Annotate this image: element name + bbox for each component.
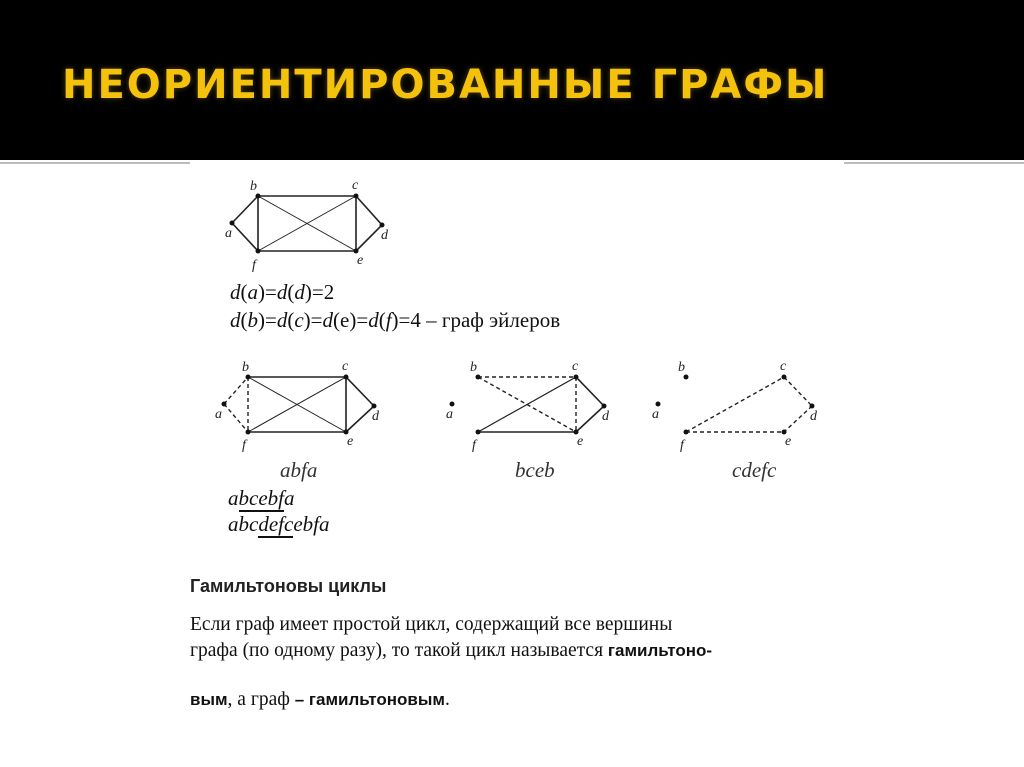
vertex-label-d: d [372,409,379,424]
vertex-label-d: d [810,409,817,424]
title-bar [0,0,1024,160]
graph-cycle-abfa [212,356,402,456]
divider-line-left [0,162,190,164]
graph-cycle-cdefc [648,356,838,456]
combined-cycle-1: abcebfa [228,486,295,510]
caption-cdefc: cdefc [732,458,777,482]
divider-line-right [844,162,1024,164]
vertex-label-f: f [472,438,476,453]
hamilton-definition: Если граф имеет простой цикл, содержащий все вершины графа (по одному разу), то такой цикл называется гамильтоно- вым, а граф – гамильтоновым. [190,614,713,710]
caption-bceb: bceb [515,458,555,482]
vertex-label-e: e [357,253,364,268]
vertex-label-f: f [242,438,246,453]
graph-full [222,175,412,275]
vertex-label-e: e [785,434,792,449]
vertex-label-f: f [252,258,256,273]
vertex-label-a: a [446,407,453,422]
slide-title: НЕОРИЕНТИРОВАННЫЕ ГРАФЫ [62,62,829,108]
vertex-label-c: c [780,359,787,374]
vertex-label-c: c [342,359,349,374]
degree-formula-1: d(a)=d(d)=2 [230,280,335,304]
vertex-label-c: c [572,359,579,374]
vertex-label-a: a [215,407,222,422]
graph-cycle-bceb [440,356,630,456]
vertex-label-d: d [381,228,388,243]
hamilton-heading: Гамильтоновы циклы [190,576,387,596]
vertex-label-a: a [225,226,232,241]
vertex-label-b: b [250,179,257,194]
combined-cycle-2: abcdefcebfa [228,512,330,536]
vertex-label-a: a [652,407,659,422]
vertex-label-e: e [347,434,354,449]
caption-abfa: abfa [280,458,318,482]
vertex-label-e: e [577,434,584,449]
vertex-label-b: b [242,360,249,375]
vertex-label-b: b [470,360,477,375]
vertex-label-d: d [602,409,609,424]
degree-formula-2: d(b)=d(c)=d(e)=d(f)=4 – граф эйлеров [230,308,561,332]
vertex-label-c: c [352,178,359,193]
vertex-label-b: b [678,360,685,375]
vertex-label-f: f [680,438,684,453]
